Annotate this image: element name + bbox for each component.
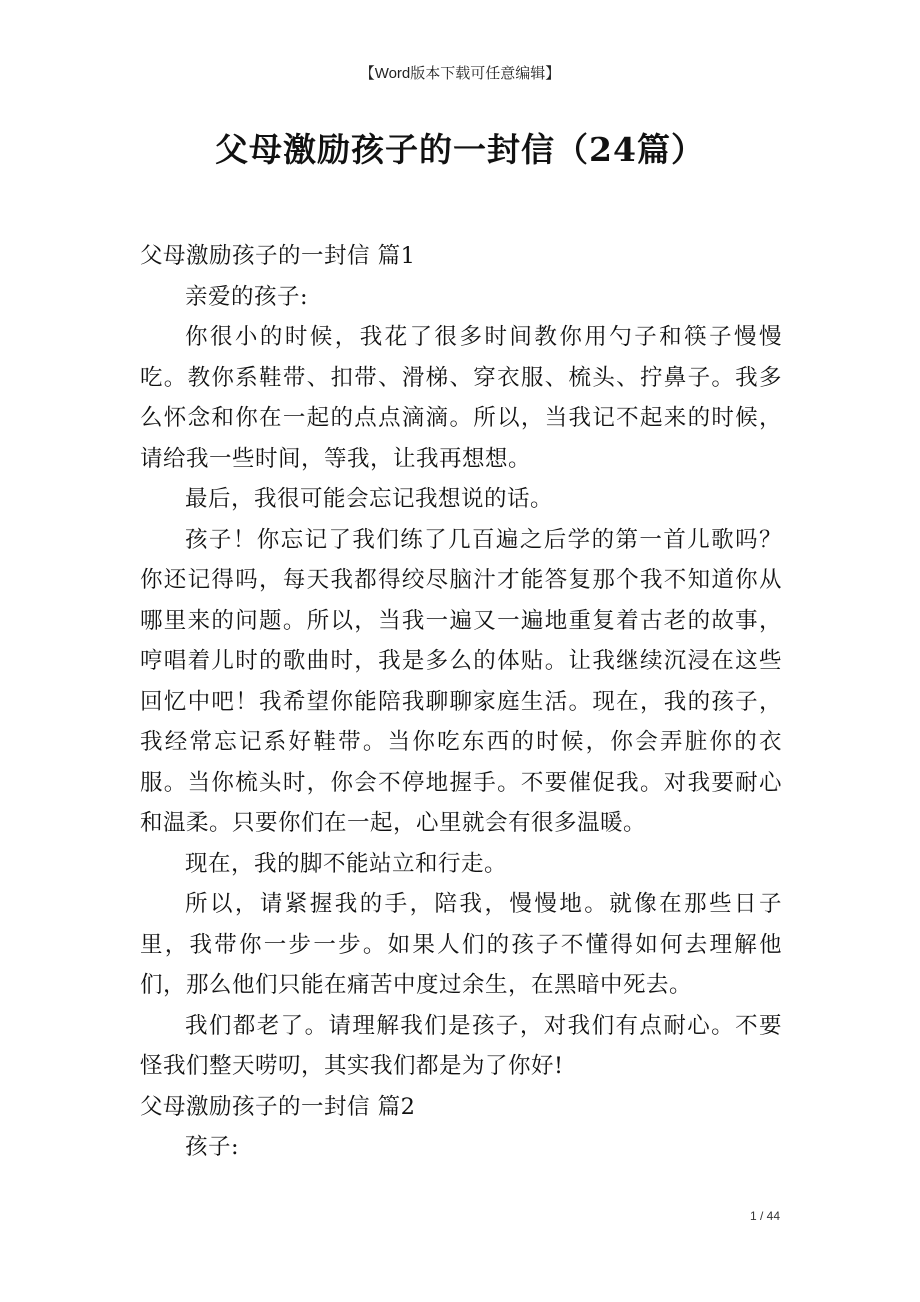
paragraph: 最后，我很可能会忘记我想说的话。: [185, 486, 554, 512]
paragraph: 你很小的时候，我花了很多时间教你用勺子和筷子慢慢吃。教你系鞋带、扣带、滑梯、穿衣服、梳头、拧鼻子。我多么怀念和你在一起的点点滴滴。所以，当我记不起来的时候，请给我一些时间，等我，让我再想想。: [140, 324, 782, 472]
document-body: [140, 236, 782, 1168]
section-2: [140, 1087, 782, 1168]
section-1: [140, 236, 782, 1087]
paragraph: 所以，请紧握我的手，陪我，慢慢地。就像在那些日子里，我带你一步一步。如果人们的孩子不懂得如何去理解他们，那么他们只能在痛苦中度过余生，在黑暗中死去。: [140, 891, 782, 998]
paragraph: 现在，我的脚不能站立和行走。: [185, 850, 508, 877]
section-heading: 父母激励孩子的一封信 篇2: [140, 1093, 416, 1120]
page-number: 1 / 44: [749, 1209, 780, 1223]
document-title: 父母激励孩子的一封信（24篇）: [215, 130, 705, 169]
salutation: 孩子:: [185, 1134, 240, 1160]
salutation: 亲爱的孩子:: [185, 283, 309, 310]
section-heading: 父母激励孩子的一封信 篇1: [140, 243, 416, 269]
paragraph: 孩子！你忘记了我们练了几百遍之后学的第一首儿歌吗？你还记得吗，每天我都得绞尽脑汁才能答复那个我不知道你从哪里来的问题。所以，当我一遍又一遍地重复着古老的故事，哼唱着儿时的歌曲时，我是多么的体贴。让我继续沉浸在这些回忆中吧！我希望你能陪我聊聊家庭生活。现在，我的孩子，我经常忘记系好鞋带。当你吃东西的时候，你会弄脏你的衣服。当你梳头时，你会不停地握手。不要催促我。对我要耐心和温柔。只要你们在一起，心里就会有很多温暖。: [140, 526, 782, 836]
download-note: 【Word版本下载可任意编辑】: [359, 65, 561, 82]
paragraph: 我们都老了。请理解我们是孩子，对我们有点耐心。不要怪我们整天唠叨，其实我们都是为了你好!: [140, 1012, 782, 1079]
